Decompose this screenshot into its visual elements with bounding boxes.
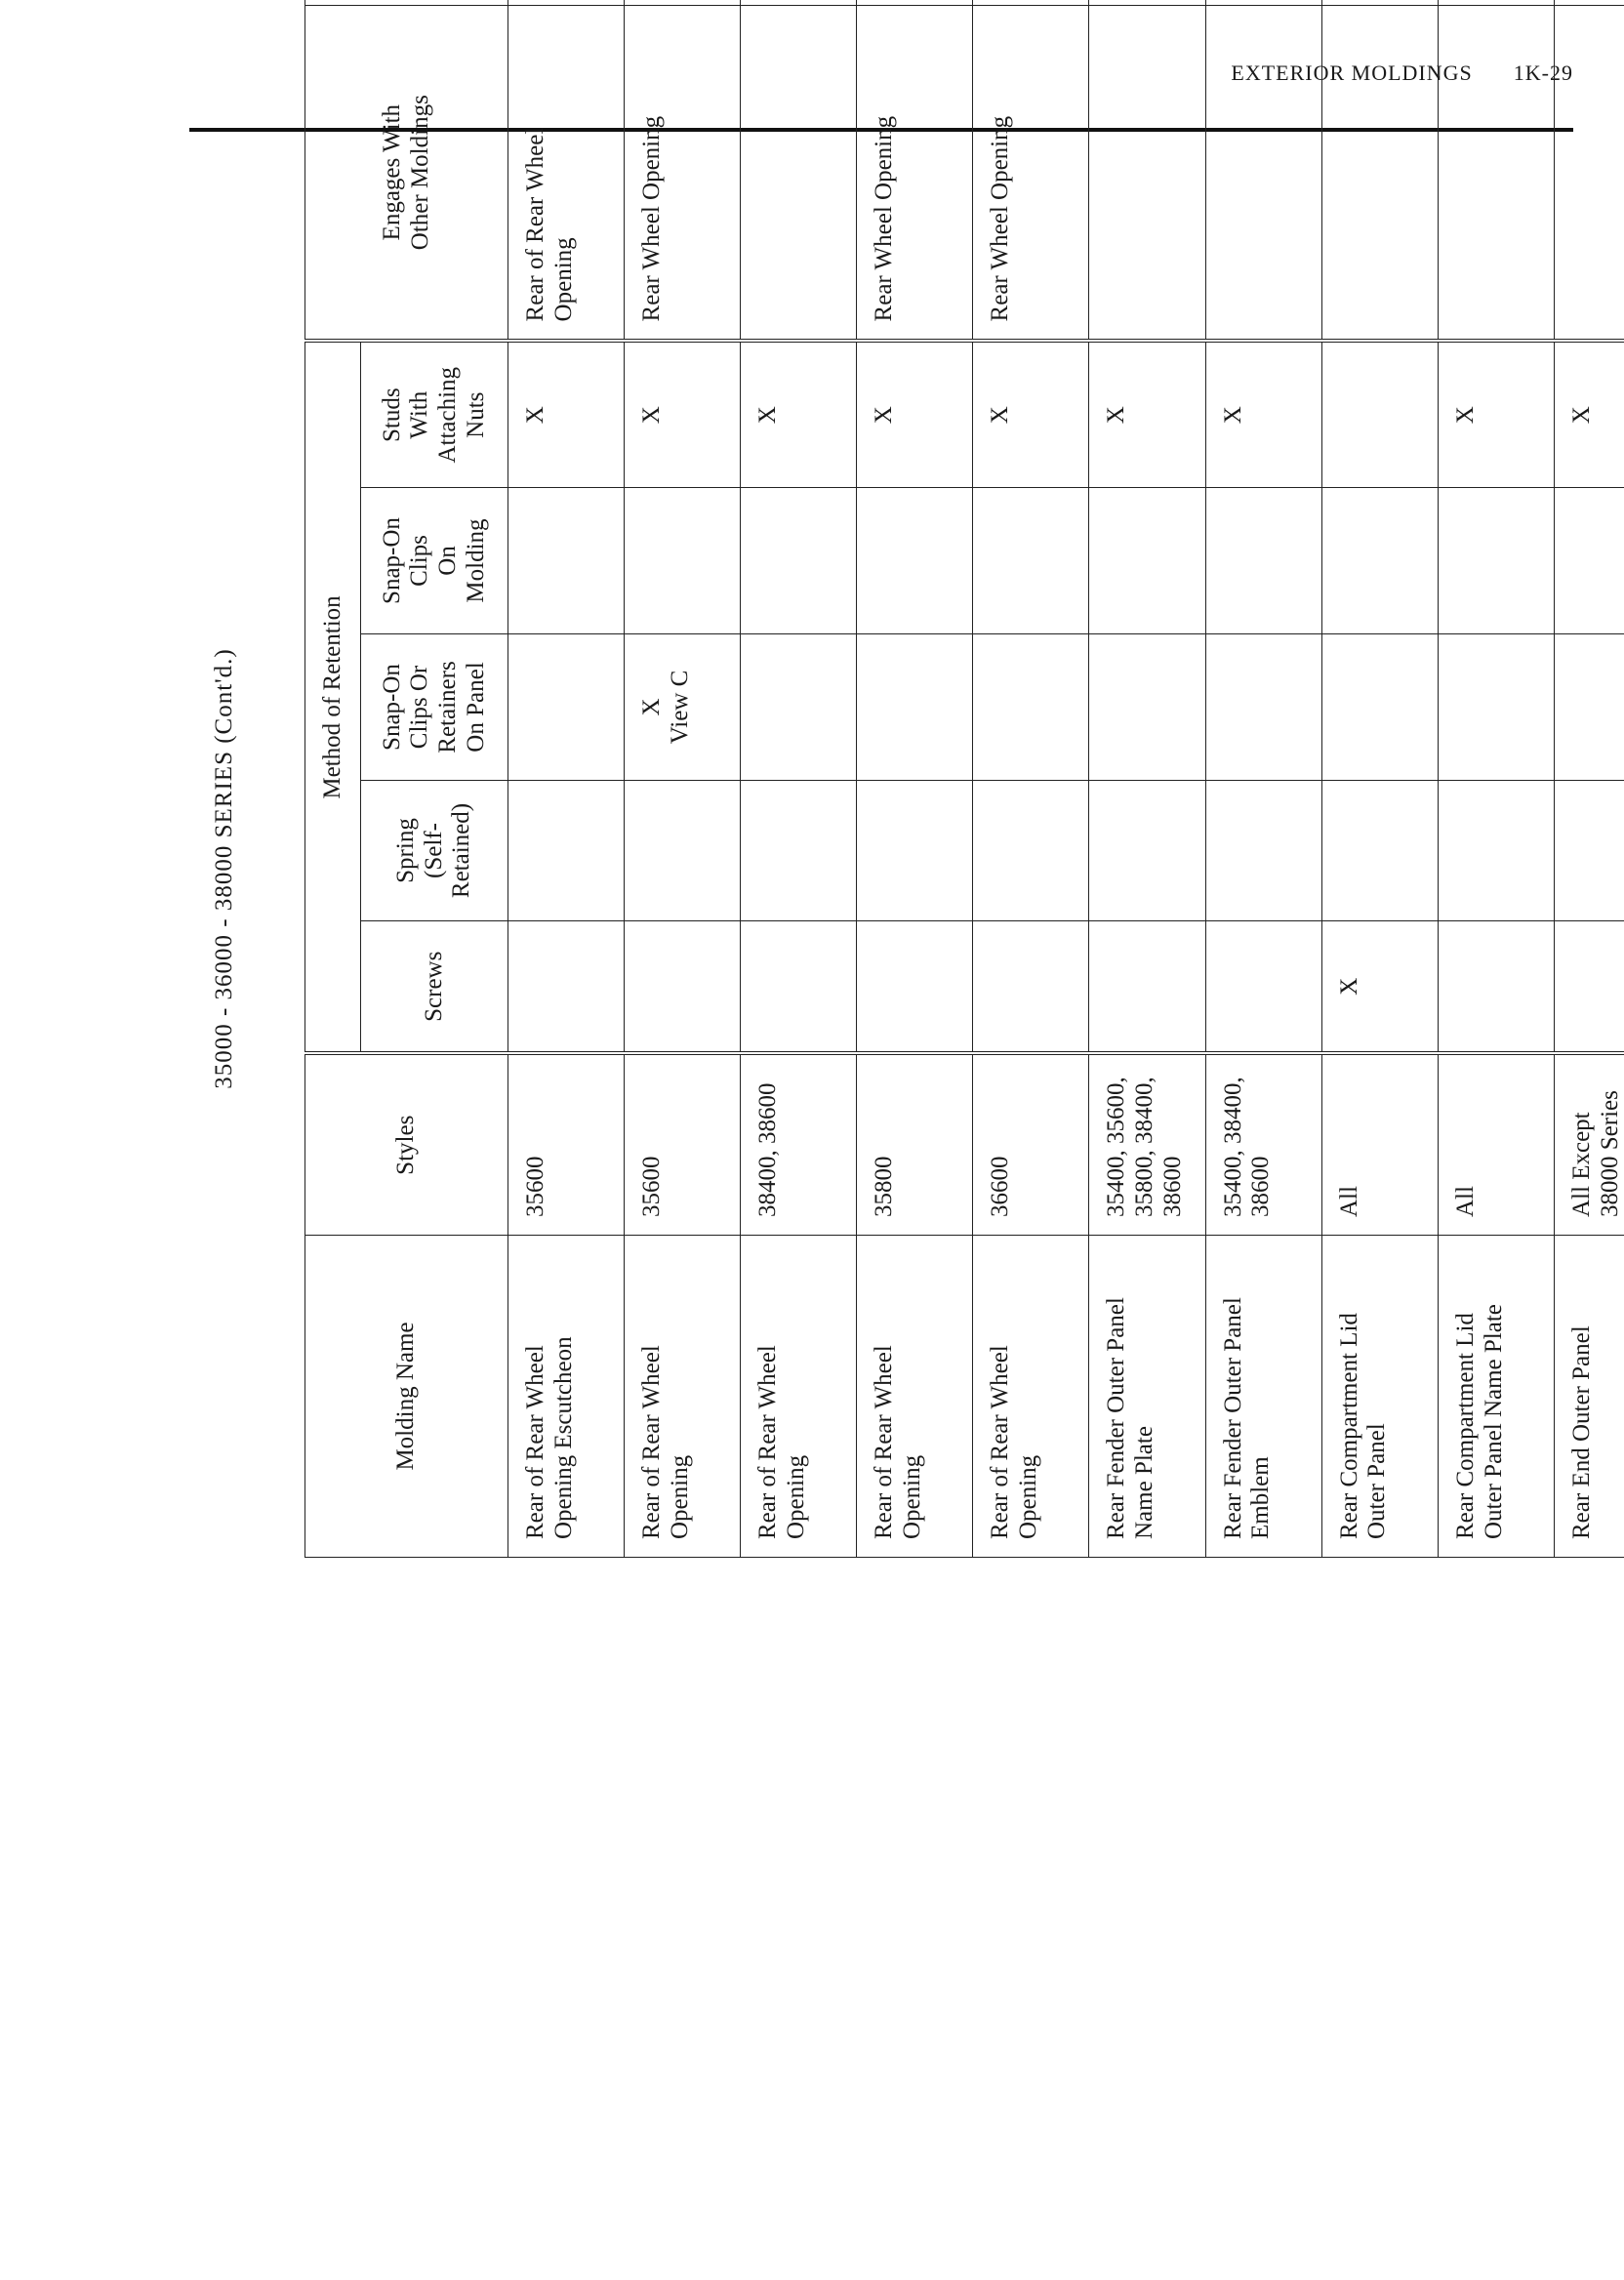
molding-name-cell: Rear of Rear Wheel Opening — [625, 1236, 741, 1558]
screws-cell — [625, 921, 741, 1054]
molding-name-cell: Rear Fender Outer Panel Emblem — [1205, 1236, 1321, 1558]
spring-cell — [1554, 781, 1624, 921]
molding-name-cell: Rear End Outer Panel — [1554, 1236, 1624, 1558]
studs-cell: X — [1089, 341, 1205, 487]
snap-panel-cell — [508, 634, 625, 781]
snap-panel-cell — [973, 634, 1089, 781]
snap-panel-cell — [1205, 634, 1321, 781]
spring-cell — [1205, 781, 1321, 921]
styles-cell: 35800 — [857, 1054, 973, 1236]
snap-panel-cell: X View C — [625, 634, 741, 781]
snap-molding-cell — [1205, 488, 1321, 634]
table-row — [508, 0, 625, 1558]
snap-panel-cell — [1089, 634, 1205, 781]
snap-molding-cell — [973, 488, 1089, 634]
remove-cell — [1321, 0, 1438, 5]
styles-cell: 35600 — [625, 1054, 741, 1236]
engages-cell — [1089, 5, 1205, 341]
engages-cell: Rear of Rear Wheel Opening — [508, 5, 625, 341]
molding-name-cell: Rear Compartment Lid Outer Panel Name Plate — [1438, 1236, 1554, 1558]
snap-molding-cell — [625, 488, 741, 634]
table-body — [508, 0, 1624, 1558]
styles-cell: 36600 — [973, 1054, 1089, 1236]
styles-cell: All Except 38000 Series — [1554, 1054, 1624, 1236]
snap-panel-cell — [741, 634, 857, 781]
snap-molding-cell — [1438, 488, 1554, 634]
molding-name-cell: Rear of Rear Wheel Opening Escutcheon — [508, 1236, 625, 1558]
snap-panel-cell — [1554, 634, 1624, 781]
table-row — [625, 0, 741, 1558]
page-number: 1K-29 — [1513, 61, 1573, 85]
engages-cell — [1438, 5, 1554, 341]
studs-cell — [1321, 341, 1438, 487]
table-row — [1554, 0, 1624, 1558]
remove-cell — [1438, 0, 1554, 5]
screws-cell — [741, 921, 857, 1054]
col-header-studs: Studs With Attaching Nuts — [361, 341, 508, 487]
remove-cell — [741, 0, 857, 5]
col-header-styles: Styles — [305, 1054, 508, 1236]
remove-cell — [1205, 0, 1321, 5]
studs-cell: X — [1438, 341, 1554, 487]
studs-cell: X — [973, 341, 1089, 487]
table-row — [1321, 0, 1438, 1558]
screws-cell — [1554, 921, 1624, 1054]
engages-cell — [1554, 5, 1624, 341]
spring-cell — [508, 781, 625, 921]
screws-cell — [857, 921, 973, 1054]
engages-cell — [741, 5, 857, 341]
section-title: EXTERIOR MOLDINGS — [1231, 61, 1473, 85]
styles-cell: 38400, 38600 — [741, 1054, 857, 1236]
rotated-table-area — [304, 95, 1624, 2026]
styles-cell: All — [1438, 1054, 1554, 1236]
engages-cell: Rear Wheel Opening — [625, 5, 741, 341]
spring-cell — [741, 781, 857, 921]
spring-cell — [1089, 781, 1205, 921]
engages-cell — [1205, 5, 1321, 341]
screws-cell — [1205, 921, 1321, 1054]
header-row-1 — [305, 0, 361, 1558]
retention-table — [304, 0, 1624, 1558]
col-header-screws: Screws — [361, 921, 508, 1054]
engages-cell: Rear Wheel Opening — [857, 5, 973, 341]
col-header-remove — [305, 0, 508, 5]
remove-cell — [973, 0, 1089, 5]
molding-name-cell: Rear of Rear Wheel Opening — [741, 1236, 857, 1558]
screws-cell — [508, 921, 625, 1054]
spring-cell — [857, 781, 973, 921]
col-header-snap-panel: Snap-On Clips Or Retainers On Panel — [361, 634, 508, 781]
snap-molding-cell — [1554, 488, 1624, 634]
snap-panel-cell — [1321, 634, 1438, 781]
styles-cell: 35600 — [508, 1054, 625, 1236]
col-header-molding-name: Molding Name — [305, 1236, 508, 1558]
spring-cell — [1321, 781, 1438, 921]
remove-cell — [625, 0, 741, 5]
screws-cell — [1438, 921, 1554, 1054]
spring-cell — [973, 781, 1089, 921]
table-row — [973, 0, 1089, 1558]
screws-cell: X — [1321, 921, 1438, 1054]
styles-cell: All — [1321, 1054, 1438, 1236]
studs-cell: X — [741, 341, 857, 487]
table-row — [1205, 0, 1321, 1558]
snap-panel-cell — [857, 634, 973, 781]
table-row — [1089, 0, 1205, 1558]
molding-name-cell: Rear Fender Outer Panel Name Plate — [1089, 1236, 1205, 1558]
engages-cell: Rear Wheel Opening — [973, 5, 1089, 341]
col-header-method-of-retention: Method of Retention — [305, 341, 361, 1053]
studs-cell: X — [508, 341, 625, 487]
table-row — [857, 0, 973, 1558]
snap-molding-cell — [1089, 488, 1205, 634]
col-header-snap-molding: Snap-On Clips On Molding — [361, 488, 508, 634]
snap-panel-cell — [1438, 634, 1554, 781]
molding-name-cell: Rear of Rear Wheel Opening — [973, 1236, 1089, 1558]
col-header-spring: Spring (Self- Retained) — [361, 781, 508, 921]
table-row — [1438, 0, 1554, 1558]
molding-name-cell: Rear Compartment Lid Outer Panel — [1321, 1236, 1438, 1558]
molding-name-cell: Rear of Rear Wheel Opening — [857, 1236, 973, 1558]
screws-cell — [973, 921, 1089, 1054]
engages-cell — [1321, 5, 1438, 341]
studs-cell: X — [857, 341, 973, 487]
snap-molding-cell — [741, 488, 857, 634]
col-header-engages: Engages With Other Moldings — [305, 5, 508, 341]
page-title: 35000 - 36000 - 38000 SERIES (Cont'd.) — [211, 648, 237, 1089]
remove-cell — [508, 0, 625, 5]
remove-cell — [1089, 0, 1205, 5]
styles-cell: 35400, 38400, 38600 — [1205, 1054, 1321, 1236]
snap-molding-cell — [857, 488, 973, 634]
studs-cell: X — [1554, 341, 1624, 487]
rotated-table-box — [304, 0, 1624, 1558]
remove-cell — [857, 0, 973, 5]
spring-cell — [625, 781, 741, 921]
remove-cell — [1554, 0, 1624, 5]
snap-molding-cell — [1321, 488, 1438, 634]
studs-cell: X — [1205, 341, 1321, 487]
styles-cell: 35400, 35600, 35800, 38400, 38600 — [1089, 1054, 1205, 1236]
snap-molding-cell — [508, 488, 625, 634]
spring-cell — [1438, 781, 1554, 921]
studs-cell: X — [625, 341, 741, 487]
screws-cell — [1089, 921, 1205, 1054]
table-row — [741, 0, 857, 1558]
